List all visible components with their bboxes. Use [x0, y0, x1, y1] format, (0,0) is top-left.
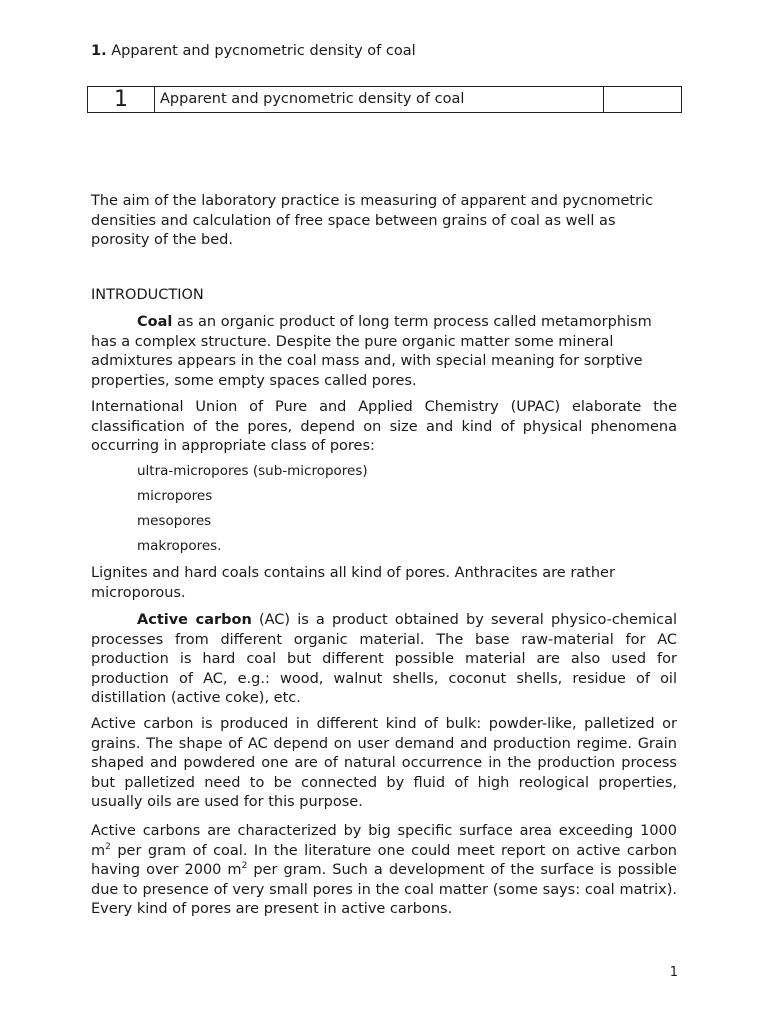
title-table-empty-cell [604, 87, 682, 113]
surface-sup-1: 2 [105, 841, 111, 852]
page-number: 1 [669, 965, 678, 980]
section-title: Apparent and pycnometric density of coal [111, 43, 416, 59]
list-item: ultra-micropores (sub-micropores) [137, 463, 368, 479]
title-table-number: 1 [88, 87, 155, 113]
iupac-paragraph: International Union of Pure and Applied Chemistry (UPAC) elaborate the classification of the pores, depend on size and kind of physical phenomena occurring in appropriate class of pores: [91, 399, 677, 454]
list-item: makropores. [137, 538, 222, 554]
surface-paragraph [91, 822, 677, 920]
surface-text-1: Active carbons are characterized by big specific surface area exceeding 1000 m [91, 823, 677, 859]
surface-sup-2: 2 [241, 861, 248, 872]
coal-term: Coal [137, 314, 173, 330]
pore-class-list [137, 462, 368, 562]
lignites-paragraph: Lignites and hard coals contains all kind of pores. Anthracites are rather microporous. [91, 565, 615, 601]
coal-text: as an organic product of long term process called metamorphism has a complex structure. Despite the pure organic matter some mineral admixtures appears in the coal mass and, with special meaning for sorptive properties, some empty spaces called pores. [91, 314, 652, 389]
surface-text-2: per gram of coal. In the literature one could meet report on active carbon having over 2000 m [91, 842, 677, 878]
active-carbon-paragraph [91, 611, 677, 709]
section-number: 1. [91, 43, 107, 59]
aim-paragraph: The aim of the laboratory practice is measuring of apparent and pycnometric densities and calculation of free space between grains of coal as well as porosity of the bed. [91, 193, 654, 248]
title-table-row [88, 87, 682, 113]
active-carbon-text: (AC) is a product obtained by several physico-chemical processes from different organic material. The base raw-material for AC production is hard coal but different possible material are also used for production of AC, e.g.: wood, walnut shells, coconut shells, residue of oil distillation (active coke), etc. [91, 612, 677, 706]
section-heading [91, 42, 416, 62]
title-table-title: Apparent and pycnometric density of coal [155, 87, 604, 113]
surface-text-3: per gram. Such a development of the surface is possible due to presence of very small pores in the coal matter (some says: coal matrix). Every kind of pores are present in active carbons. [91, 862, 677, 917]
coal-paragraph [91, 313, 677, 391]
intro-heading: INTRODUCTION [91, 287, 204, 303]
title-table [87, 86, 682, 113]
list-item: mesopores [137, 513, 212, 529]
bulk-paragraph: Active carbon is produced in different kind of bulk: powder-like, palletized or grains. The shape of AC depend on user demand and production regime. Grain shaped and powdered one are of natural occurrence in the production process but palletized need to be connected by fluid of high reological properties, usually oils are used for this purpose. [91, 716, 677, 810]
list-item: micropores [137, 488, 213, 504]
active-carbon-term: Active carbon [137, 612, 252, 628]
